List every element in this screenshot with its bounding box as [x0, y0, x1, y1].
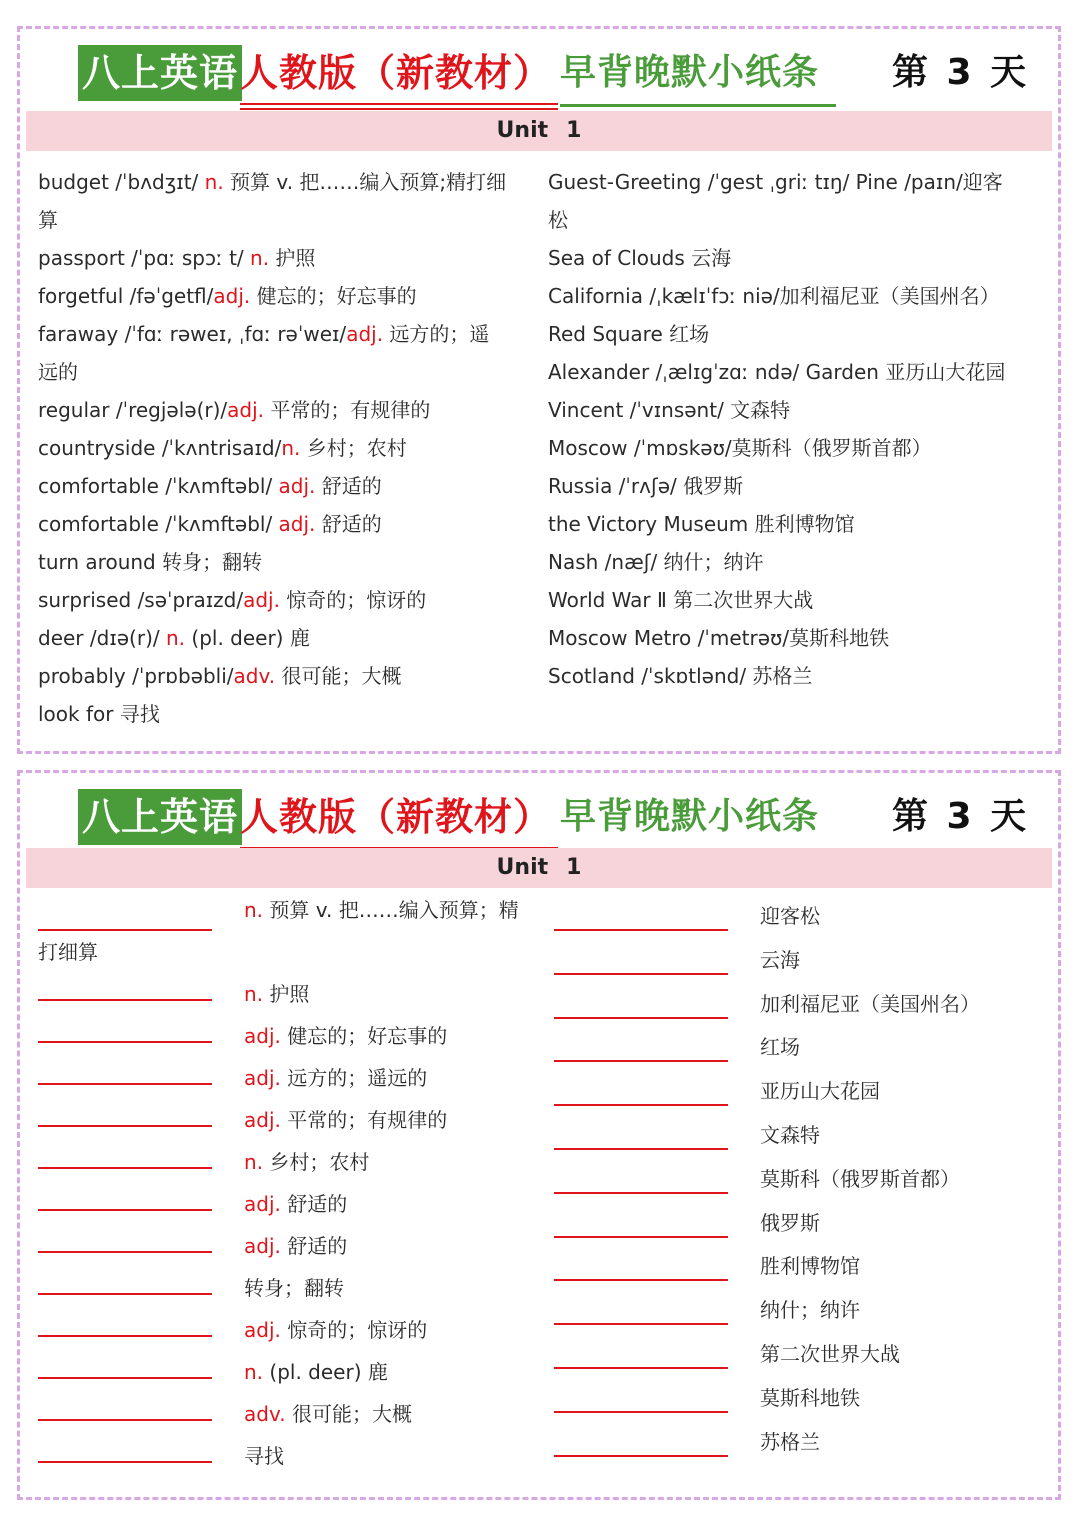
quiz-meaning: [244, 1105, 447, 1135]
vocab-word: regular /ˈregjələ(r)/: [38, 398, 228, 422]
title-edition-label: 人教版（新教材）: [240, 51, 553, 95]
unit-label: Unit: [496, 118, 549, 143]
quiz-meaning: 胜利博物馆: [760, 1254, 860, 1278]
vocab-word: probably /ˈprɒbəbli/: [38, 664, 234, 688]
vocab-word: surprised /səˈpraɪzd/: [38, 588, 244, 612]
vocab-entry: Moscow Metro /ˈmetrəʊ/莫斯科地铁: [548, 626, 890, 650]
part-of-speech: adj.: [243, 588, 280, 612]
quiz-meaning: 莫斯科（俄罗斯首都）: [760, 1167, 960, 1191]
part-of-speech: adj.: [244, 1318, 281, 1342]
vocab-entry: [38, 699, 160, 729]
vocab-entry: 松: [548, 208, 568, 232]
title-grade-label: 八上英语: [78, 789, 242, 845]
vocab-meaning: 平常的；有规律的: [264, 398, 431, 422]
vocab-entry: [38, 395, 430, 425]
quiz-meaning: [244, 1357, 388, 1387]
vocab-word: 远的: [38, 360, 78, 384]
answer-blank-line[interactable]: [38, 1167, 212, 1169]
quiz-meaning: [244, 1021, 447, 1051]
answer-blank-line[interactable]: [554, 1148, 728, 1150]
vocab-word: turn around 转身；翻转: [38, 550, 263, 574]
quiz-meaning-text: 平常的；有规律的: [280, 1108, 448, 1132]
vocab-word: countryside /ˈkʌntrisaɪd/: [38, 436, 282, 460]
vocab-entry: [38, 585, 426, 615]
answer-blank-line[interactable]: [554, 1323, 728, 1325]
vocab-meaning: 很可能；大概: [275, 664, 402, 688]
vocab-meaning: 乡村；农村: [300, 436, 407, 460]
answer-blank-line[interactable]: [554, 1279, 728, 1281]
quiz-meaning: 苏格兰: [760, 1430, 820, 1454]
vocab-word: comfortable /ˈkʌmftəbl/: [38, 474, 279, 498]
part-of-speech: adj.: [213, 284, 251, 308]
quiz-meaning: [38, 937, 98, 967]
vocab-word: 算: [38, 208, 58, 232]
answer-blank-line[interactable]: [38, 1335, 212, 1337]
quiz-meaning: [244, 1273, 344, 1303]
quiz-meaning: [244, 1441, 284, 1471]
part-of-speech: n.: [244, 1360, 264, 1384]
quiz-meaning: [244, 895, 519, 925]
vocab-entry: [38, 357, 78, 387]
part-of-speech: n.: [250, 246, 270, 270]
title-underline: [240, 103, 558, 105]
title-grade-label: 八上英语: [78, 45, 242, 101]
vocab-entry: Guest-Greeting /ˈgest ˌgriː tɪŋ/ Pine /paɪn/迎客: [548, 170, 1003, 194]
vocab-entry: Sea of Clouds 云海: [548, 246, 732, 270]
vocab-entry: [38, 661, 401, 691]
vocab-word: forgetful /fəˈgetfl/: [38, 284, 214, 308]
answer-blank-line[interactable]: [554, 1060, 728, 1062]
part-of-speech: adj.: [278, 512, 316, 536]
vocab-entry: [38, 319, 489, 349]
answer-blank-line[interactable]: [38, 1251, 212, 1253]
vocab-meaning: 健忘的；好忘事的: [250, 284, 417, 308]
title-slogan-label: 早背晚默小纸条: [560, 796, 820, 837]
unit-label: Unit: [496, 855, 549, 880]
quiz-meaning: 俄罗斯: [760, 1211, 820, 1235]
study-sheet: [17, 26, 1061, 754]
quiz-meaning-text: 转身；翻转: [244, 1276, 344, 1300]
part-of-speech: adv.: [233, 664, 276, 688]
vocab-entry: Scotland /ˈskɒtlənd/ 苏格兰: [548, 664, 813, 688]
unit-bar: [26, 848, 1052, 888]
day-label: 第 3 天: [892, 52, 1030, 93]
vocab-meaning: 护照: [269, 246, 316, 270]
quiz-meaning: 加利福尼亚（美国州名）: [760, 992, 980, 1016]
answer-blank-line[interactable]: [554, 1411, 728, 1413]
answer-blank-line[interactable]: [554, 1455, 728, 1457]
sheet-title: [78, 45, 1038, 105]
quiz-meaning-text: 健忘的；好忘事的: [280, 1024, 448, 1048]
vocab-entry: [38, 281, 417, 311]
part-of-speech: n.: [281, 436, 301, 460]
vocab-entry: [38, 433, 407, 463]
answer-blank-line[interactable]: [38, 1209, 212, 1211]
vocab-entry: Red Square 红场: [548, 322, 710, 346]
part-of-speech: adj.: [244, 1024, 281, 1048]
part-of-speech: n.: [165, 626, 186, 650]
quiz-meaning-text: 乡村；农村: [263, 1150, 370, 1174]
vocab-entry: the Victory Museum 胜利博物馆: [548, 512, 855, 536]
title-edition-label: 人教版（新教材）: [240, 795, 553, 839]
part-of-speech: adj.: [244, 1234, 281, 1258]
vocab-meaning: (pl. deer) 鹿: [185, 626, 310, 650]
answer-blank-line[interactable]: [38, 1419, 212, 1421]
quiz-meaning-text: 舒适的: [280, 1192, 348, 1216]
quiz-meaning: 莫斯科地铁: [760, 1386, 860, 1410]
vocab-entry: Russia /ˈrʌʃə/ 俄罗斯: [548, 474, 744, 498]
vocab-meaning: 舒适的: [315, 512, 382, 536]
title-underline: [560, 104, 836, 107]
answer-blank-line[interactable]: [554, 1236, 728, 1238]
answer-blank-line[interactable]: [554, 929, 728, 931]
vocab-entry: World War Ⅱ 第二次世界大战: [548, 588, 814, 612]
day-label: 第 3 天: [892, 796, 1030, 837]
answer-blank-line[interactable]: [38, 999, 212, 1001]
part-of-speech: n.: [244, 898, 264, 922]
part-of-speech: n.: [244, 1150, 264, 1174]
answer-blank-line[interactable]: [38, 1461, 212, 1463]
quiz-meaning-text: 打细算: [38, 940, 98, 964]
part-of-speech: adj.: [278, 474, 316, 498]
vocab-entry: Vincent /ˈvɪnsənt/ 文森特: [548, 398, 791, 422]
vocab-entry: [38, 547, 262, 577]
vocab-entry: Nash /næʃ/ 纳什；纳许: [548, 550, 764, 574]
vocab-word: comfortable /ˈkʌmftəbl/: [38, 512, 279, 536]
vocab-meaning: 远方的；遥: [383, 322, 490, 346]
answer-blank-line[interactable]: [38, 1041, 212, 1043]
quiz-meaning: [244, 1063, 427, 1093]
vocab-entry: California /ˌkælɪˈfɔː niə/加利福尼亚（美国州名）: [548, 284, 1000, 308]
vocab-entry: [38, 167, 506, 197]
part-of-speech: adj.: [346, 322, 384, 346]
quiz-meaning-text: 远方的；遥远的: [280, 1066, 428, 1090]
vocab-word: look for 寻找: [38, 702, 160, 726]
answer-blank-line[interactable]: [38, 1377, 212, 1379]
quiz-meaning-text: 预算 v. 把……编入预算；精: [263, 898, 519, 922]
part-of-speech: adj.: [244, 1192, 281, 1216]
answer-blank-line[interactable]: [38, 1293, 212, 1295]
vocab-entry: [38, 623, 310, 653]
answer-blank-line[interactable]: [554, 1367, 728, 1369]
quiz-meaning: 亚历山大花园: [760, 1079, 880, 1103]
vocab-entry: Moscow /ˈmɒskəʊ/莫斯科（俄罗斯首都）: [548, 436, 932, 460]
quiz-meaning-text: 舒适的: [280, 1234, 348, 1258]
vocab-entry: [38, 205, 58, 235]
vocab-entry: [38, 471, 382, 501]
unit-number: 1: [566, 118, 582, 143]
part-of-speech: adj.: [244, 1108, 281, 1132]
quiz-meaning: [244, 1189, 347, 1219]
quiz-meaning: 纳什；纳许: [760, 1298, 860, 1322]
vocab-word: faraway /ˈfɑː rəweɪ, ˌfɑː rəˈweɪ/: [38, 322, 347, 346]
answer-blank-line[interactable]: [38, 1083, 212, 1085]
part-of-speech: n.: [244, 982, 264, 1006]
quiz-meaning-text: 护照: [263, 982, 310, 1006]
vocab-meaning: 惊奇的；惊讶的: [279, 588, 427, 612]
part-of-speech: adj.: [227, 398, 265, 422]
unit-number: 1: [566, 855, 582, 880]
unit-bar: [26, 111, 1052, 151]
quiz-meaning: 红场: [760, 1035, 800, 1059]
sheet-title: [78, 789, 1038, 849]
answer-blank-line[interactable]: [554, 1017, 728, 1019]
quiz-meaning-text: 寻找: [244, 1444, 284, 1468]
answer-blank-line[interactable]: [38, 929, 212, 931]
quiz-meaning: 云海: [760, 948, 800, 972]
answer-blank-line[interactable]: [554, 973, 728, 975]
answer-blank-line[interactable]: [554, 1104, 728, 1106]
quiz-meaning: [244, 1315, 427, 1345]
vocab-word: passport /ˈpɑː spɔː t/: [38, 246, 251, 270]
vocab-meaning: 预算 v. 把……编入预算;精打细: [223, 170, 507, 194]
part-of-speech: n.: [204, 170, 224, 194]
title-underline: [240, 108, 558, 110]
vocab-word: deer /dɪə(r)/: [38, 626, 166, 650]
vocab-entry: [38, 509, 382, 539]
quiz-meaning: [244, 1147, 369, 1177]
vocab-entry: Alexander /ˌælɪgˈzɑː ndə/ Garden 亚历山大花园: [548, 360, 1006, 384]
quiz-meaning-text: 惊奇的；惊讶的: [280, 1318, 428, 1342]
quiz-sheet: [17, 770, 1061, 1500]
quiz-meaning: 第二次世界大战: [760, 1342, 900, 1366]
part-of-speech: adj.: [244, 1066, 281, 1090]
quiz-meaning: 文森特: [760, 1123, 820, 1147]
answer-blank-line[interactable]: [38, 1125, 212, 1127]
quiz-meaning-text: (pl. deer) 鹿: [263, 1360, 388, 1384]
quiz-meaning: [244, 1231, 347, 1261]
vocab-word: budget /ˈbʌdʒɪt/: [38, 170, 205, 194]
vocab-meaning: 舒适的: [315, 474, 382, 498]
answer-blank-line[interactable]: [554, 1192, 728, 1194]
quiz-meaning: 迎客松: [760, 904, 820, 928]
quiz-meaning: [244, 1399, 412, 1429]
vocab-entry: [38, 243, 315, 273]
part-of-speech: adv.: [244, 1402, 286, 1426]
quiz-meaning: [244, 979, 309, 1009]
title-slogan-label: 早背晚默小纸条: [560, 52, 820, 93]
quiz-meaning-text: 很可能；大概: [285, 1402, 412, 1426]
